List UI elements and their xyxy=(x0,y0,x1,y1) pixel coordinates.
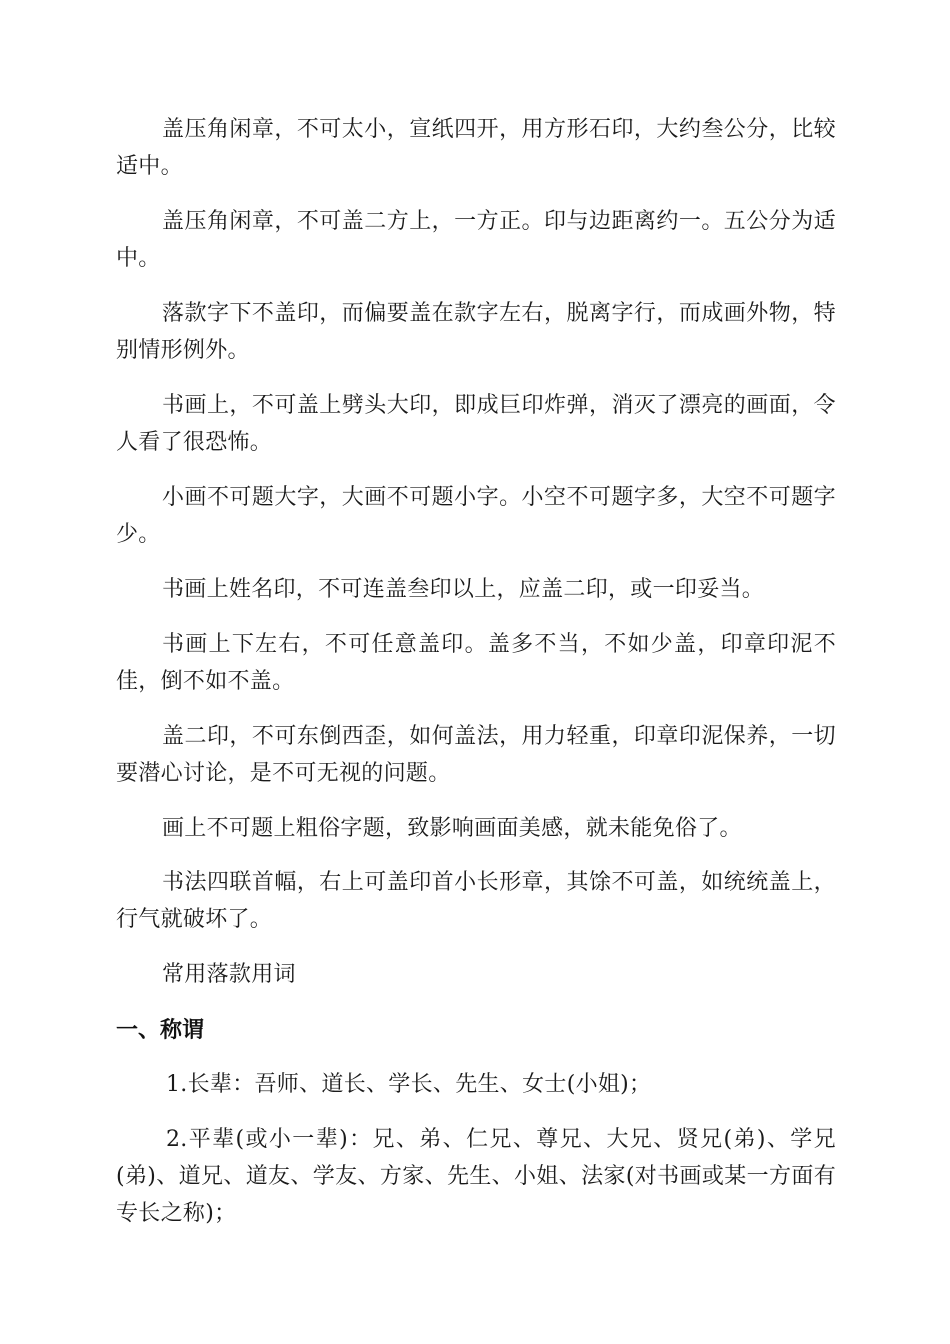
paragraph: 盖压角闲章，不可盖二方上，一方正。印与边距离约一。五公分为适中。 xyxy=(116,209,836,271)
paragraph: 落款字下不盖印，而偏要盖在款字左右，脱离字行，而成画外物，特别情形例外。 xyxy=(116,301,836,363)
paragraph: 盖压角闲章，不可太小，宣纸四开，用方形石印，大约叁公分，比较适中。 xyxy=(116,117,836,179)
paragraph: 盖二印，不可东倒西歪，如何盖法，用力轻重，印章印泥保养，一切要潜心讨论，是不可无视的问题。 xyxy=(116,724,836,786)
paragraph: 画上不可题上粗俗字题，致影响画面美感，就未能免俗了。 xyxy=(162,816,742,841)
paragraph: 书法四联首幅，右上可盖印首小长形章，其馀不可盖，如统统盖上，行气就破坏了。 xyxy=(116,870,836,932)
paragraph: 书画上下左右，不可任意盖印。盖多不当，不如少盖，印章印泥不佳，倒不如不盖。 xyxy=(116,632,836,694)
paragraph: 书画上，不可盖上劈头大印，即成巨印炸弹，消灭了漂亮的画面，令人看了很恐怖。 xyxy=(116,393,836,455)
list-item: 2.平辈(或小一辈)：兄、弟、仁兄、尊兄、大兄、贤兄(弟)、学兄(弟)、道兄、道友、学友、方家、先生、小姐、法家(对书画或某一方面有专长之称)； xyxy=(116,1127,836,1226)
paragraph: 书画上姓名印，不可连盖叁印以上，应盖二印，或一印妥当。 xyxy=(162,577,765,602)
section-heading: 一、称谓 xyxy=(116,1018,205,1043)
paragraph: 小画不可题大字，大画不可题小字。小空不可题字多，大空不可题字少。 xyxy=(116,485,836,547)
paragraph: 常用落款用词 xyxy=(162,962,296,987)
list-item: 1.长辈：吾师、道长、学长、先生、女士(小姐)； xyxy=(166,1072,652,1097)
